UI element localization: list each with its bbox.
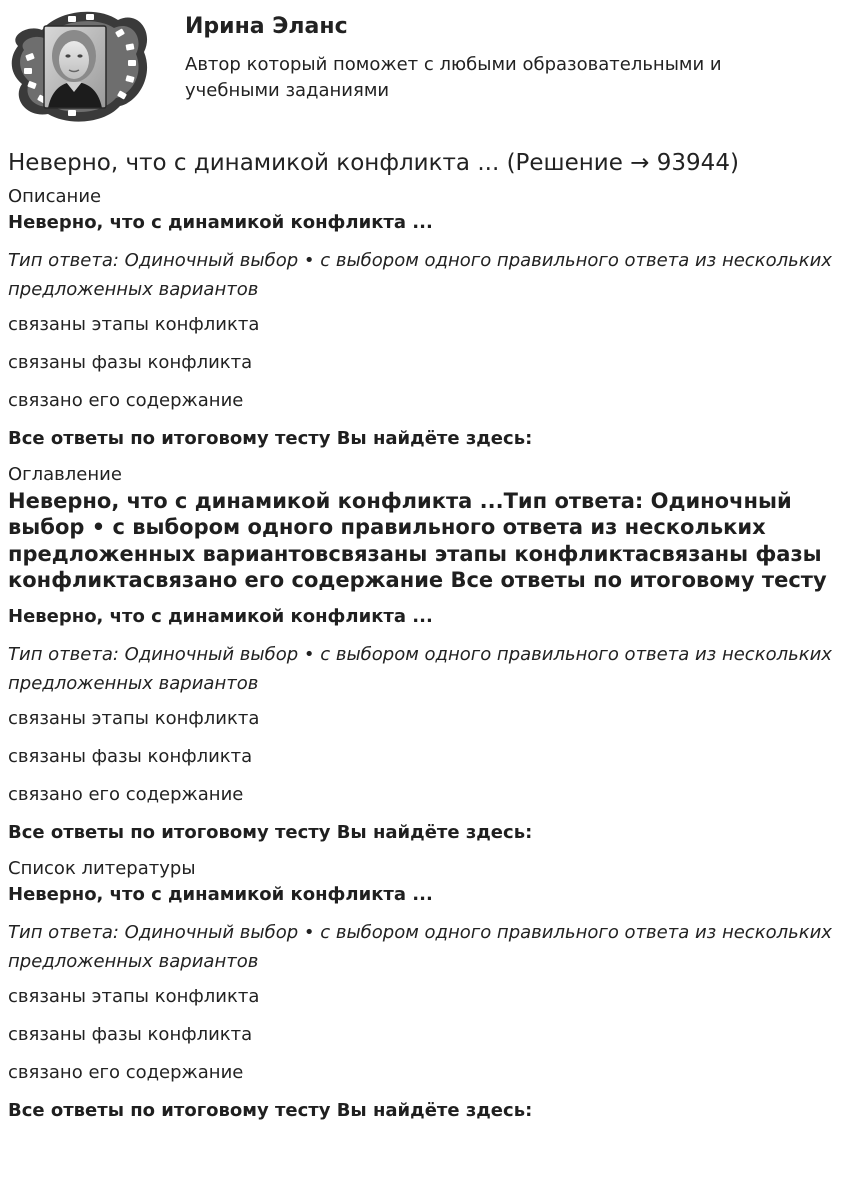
answer-option: связаны фазы конфликта <box>8 745 253 767</box>
main-content <box>8 146 838 1134</box>
literature-label: Список литературы <box>8 857 196 879</box>
question-type: Тип ответа: Одиночный выбор • с выбором одного правильного ответа из нескольких предложенных вариантов <box>8 643 832 694</box>
answer-option: связано его содержание <box>8 1061 244 1083</box>
description-section <box>8 184 838 452</box>
toc-label: Оглавление <box>8 464 122 485</box>
avatar-film-frame-icon <box>8 6 152 126</box>
question-title: Неверно, что с динамикой конфликта ... <box>8 605 433 627</box>
answer-option: связаны фазы конфликта <box>8 352 253 373</box>
answer-option: связаны этапы конфликта <box>8 314 260 335</box>
description-label: Описание <box>8 186 102 207</box>
author-description: Автор который поможет с любыми образовательными и учебными заданиями <box>185 54 722 101</box>
answer-option: связано его содержание <box>8 783 244 805</box>
all-answers-note: Все ответы по итоговому тесту Вы найдёте здесь: <box>8 1099 533 1121</box>
literature-section <box>8 856 838 1124</box>
author-header <box>8 6 838 126</box>
toc-heading: Неверно, что с динамикой конфликта ...Тип ответа: Одиночный выбор • с выбором одного правильного ответа из нескольких предложенных вариантовсвязаны этапы конфликтасвязаны фазы конфликтасвязано его содержание Все ответы по итоговому тесту <box>8 489 827 593</box>
toc-section <box>8 462 838 846</box>
author-avatar <box>8 6 152 126</box>
all-answers-note: Все ответы по итоговому тесту Вы найдёте здесь: <box>8 428 533 449</box>
question-title: Неверно, что с динамикой конфликта ... <box>8 883 433 905</box>
author-name: Ирина Эланс <box>185 14 348 39</box>
answer-option: связаны этапы конфликта <box>8 707 260 729</box>
all-answers-note: Все ответы по итоговому тесту Вы найдёте здесь: <box>8 821 533 843</box>
answer-option: связаны этапы конфликта <box>8 985 260 1007</box>
question-type: Тип ответа: Одиночный выбор • с выбором одного правильного ответа из нескольких предложенных вариантов <box>8 250 832 300</box>
question-title: Неверно, что с динамикой конфликта ... <box>8 212 433 233</box>
answer-option: связано его содержание <box>8 390 244 411</box>
answer-option: связаны фазы конфликта <box>8 1023 253 1045</box>
page-title: Неверно, что с динамикой конфликта ... (Решение → 93944) <box>8 150 739 176</box>
question-type: Тип ответа: Одиночный выбор • с выбором одного правильного ответа из нескольких предложенных вариантов <box>8 921 832 972</box>
